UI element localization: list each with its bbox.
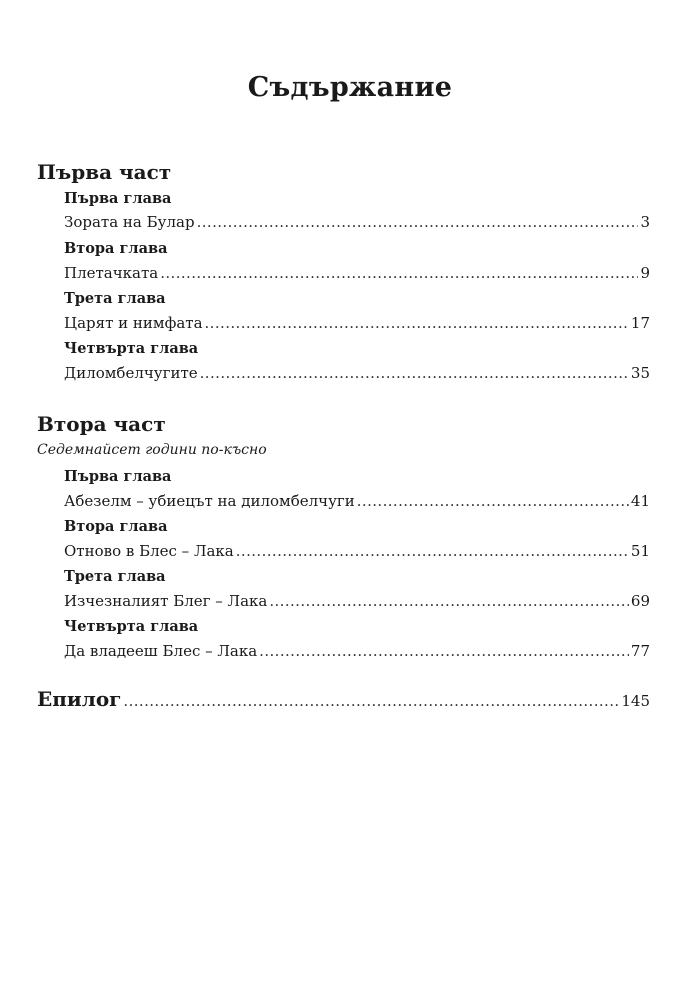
toc-entry[interactable] [64, 364, 650, 382]
page-number: 35 [630, 364, 650, 382]
dot-leader [357, 492, 629, 510]
chapter-heading: Трета глава [64, 290, 166, 307]
toc-entry[interactable] [64, 542, 650, 560]
page-number: 51 [630, 542, 650, 560]
entry-title: Абезелм – убиецът на диломбелчуги [64, 492, 355, 510]
part-subtitle: Седемнайсет години по-късно [37, 442, 267, 458]
page-number: 17 [630, 314, 650, 332]
toc-entry-epilogue[interactable] [37, 687, 650, 711]
chapter-heading: Втора глава [64, 518, 168, 535]
dot-leader [269, 592, 629, 610]
entry-title: Диломбелчугите [64, 364, 198, 382]
entry-title: Плетачката [64, 264, 159, 282]
toc-entry[interactable] [64, 213, 650, 231]
chapter-heading: Първа глава [64, 190, 172, 207]
dot-leader [200, 364, 629, 382]
entry-title: Зората на Булар [64, 213, 195, 231]
toc-entry[interactable] [64, 592, 650, 610]
page-number: 77 [630, 642, 650, 660]
page-number: 3 [640, 213, 650, 231]
toc-entry[interactable] [64, 642, 650, 660]
chapter-heading: Трета глава [64, 568, 166, 585]
part-heading: Първа част [37, 160, 172, 184]
toc-entry[interactable] [64, 314, 650, 332]
toc-entry[interactable] [64, 264, 650, 282]
entry-title: Царят и нимфата [64, 314, 203, 332]
toc-entry[interactable] [64, 492, 650, 510]
entry-title: Изчезналият Блег – Лака [64, 592, 268, 610]
dot-leader [205, 314, 629, 332]
page-number: 41 [630, 492, 650, 510]
page-title: Съдържание [247, 72, 453, 103]
dot-leader [160, 264, 638, 282]
page-number: 9 [640, 264, 650, 282]
entry-title: Да владееш Блес – Лака [64, 642, 258, 660]
chapter-heading: Четвърта глава [64, 340, 199, 357]
entry-title: Епилог [37, 687, 122, 711]
part-heading: Втора част [37, 412, 166, 436]
dot-leader [197, 213, 639, 231]
page-number: 145 [621, 692, 650, 710]
chapter-heading: Четвърта глава [64, 618, 199, 635]
chapter-heading: Първа глава [64, 468, 172, 485]
page-number: 69 [630, 592, 650, 610]
dot-leader [123, 692, 619, 710]
chapter-heading: Втора глава [64, 240, 168, 257]
entry-title: Отново в Блес – Лака [64, 542, 234, 560]
dot-leader [259, 642, 629, 660]
dot-leader [236, 542, 629, 560]
